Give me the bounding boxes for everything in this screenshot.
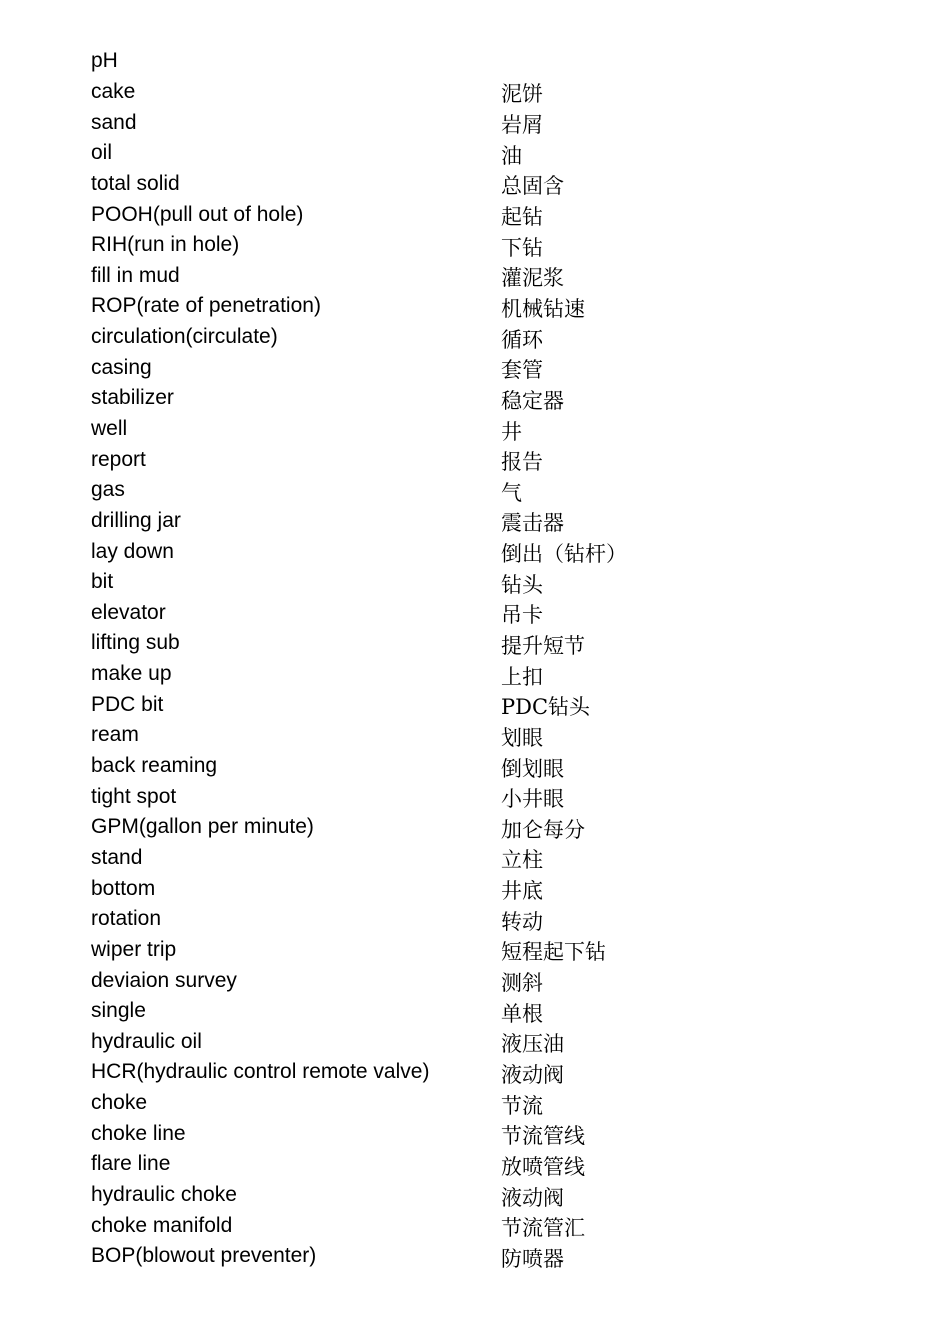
chinese-term: 气 [501,480,522,505]
glossary-row [91,260,891,291]
glossary-row [91,996,891,1027]
chinese-term: 报告 [501,450,543,475]
english-term: drilling jar [91,508,181,532]
glossary-row [91,935,891,966]
english-term: stabilizer [91,386,174,410]
chinese-term: 循环 [501,327,543,352]
english-term: elevator [91,600,166,624]
chinese-term: 倒划眼 [501,756,564,781]
glossary-row [91,414,891,445]
glossary-row [91,138,891,169]
glossary-row [91,689,891,720]
chinese-term: 节流管汇 [501,1216,585,1241]
english-term: back reaming [91,754,218,778]
english-term: report [91,447,146,471]
glossary-row [91,751,891,782]
english-term: wiper trip [91,937,177,961]
glossary-row [91,598,891,629]
glossary-row [91,1057,891,1088]
chinese-term: 吊卡 [501,603,543,628]
english-term: casing [91,355,152,379]
glossary-row [91,1241,891,1272]
glossary-row [91,77,891,108]
english-term: RIH(run in hole) [91,233,240,257]
chinese-term: PDC钻头 [501,695,591,720]
english-term: ream [91,723,139,747]
chinese-term: 立柱 [501,848,543,873]
english-term: total solid [91,171,180,195]
chinese-term: 节流 [501,1093,543,1118]
glossary-row [91,904,891,935]
chinese-term: 倒出（钻杆） [501,542,627,567]
english-term: pH [91,49,118,73]
glossary-row [91,475,891,506]
glossary-row [91,107,891,138]
english-term: deviaion survey [91,968,237,992]
glossary-row [91,46,891,77]
english-term: gas [91,478,125,502]
chinese-term: 液动阀 [501,1185,564,1210]
chinese-term: 提升短节 [501,634,585,658]
english-term: POOH(pull out of hole) [91,202,304,226]
english-term: choke line [91,1121,186,1145]
chinese-term: 套管 [501,358,543,383]
english-term: single [91,999,146,1023]
english-term: cake [91,79,136,103]
glossary-row [91,1149,891,1180]
glossary-row [91,536,891,567]
glossary-row [91,230,891,261]
english-term: BOP(blowout preventer) [91,1244,317,1268]
english-term: hydraulic oil [91,1029,202,1053]
chinese-term: 放喷管线 [501,1154,585,1179]
chinese-term: 机械钻速 [501,296,585,321]
english-term: circulation(circulate) [91,325,278,349]
english-term: stand [91,845,143,869]
english-term: hydraulic choke [91,1183,237,1207]
chinese-term: 防喷器 [501,1246,564,1271]
glossary-row [91,169,891,200]
glossary-row [91,567,891,598]
chinese-term: 节流管线 [501,1124,585,1149]
english-term: well [91,417,128,440]
english-term: oil [91,141,113,165]
glossary-row [91,720,891,751]
english-term: make up [91,662,172,686]
english-term: HCR(hydraulic control remote valve) [91,1060,430,1084]
chinese-term: 总固含 [501,174,564,199]
chinese-term: 划眼 [501,725,543,750]
chinese-term: 测斜 [501,971,543,996]
glossary-table [91,46,891,1272]
english-term: GPM(gallon per minute) [91,815,314,839]
glossary-row [91,1027,891,1058]
glossary-row [91,873,891,904]
chinese-term: 液压油 [501,1032,564,1057]
english-term: bit [91,570,114,594]
english-term: PDC bit [91,692,164,716]
chinese-term: 上扣 [501,664,543,689]
chinese-term: 灌泥浆 [501,266,564,291]
chinese-term: 加仑每分 [501,817,585,842]
english-term: bottom [91,876,156,900]
chinese-term: 稳定器 [501,388,564,413]
english-term: rotation [91,907,162,931]
chinese-term: 起钻 [501,205,543,230]
glossary-row [91,1088,891,1119]
glossary-row [91,781,891,812]
english-term: choke manifold [91,1213,233,1237]
chinese-term: 小井眼 [501,787,564,812]
chinese-term: 下钻 [501,235,543,260]
chinese-term: 油 [501,143,522,168]
glossary-row [91,506,891,537]
glossary-row [91,444,891,475]
glossary-row [91,1180,891,1211]
chinese-term: 泥饼 [501,82,543,107]
glossary-row [91,1118,891,1149]
chinese-term: 液动阀 [501,1062,564,1087]
chinese-term: 井底 [501,879,543,904]
chinese-term: 短程起下钻 [501,940,606,965]
english-term: sand [91,110,137,134]
glossary-row [91,199,891,230]
english-term: ROP(rate of penetration) [91,294,321,318]
chinese-term: 井 [501,419,522,444]
glossary-row [91,812,891,843]
glossary-row [91,965,891,996]
glossary-row [91,659,891,690]
glossary-row [91,291,891,322]
chinese-term: 震击器 [501,511,564,536]
english-term: lay down [91,539,174,563]
chinese-term: 钻头 [501,572,543,597]
glossary-row [91,843,891,874]
chinese-term: 转动 [501,909,543,934]
english-term: fill in mud [91,263,180,287]
english-term: choke [91,1091,148,1115]
glossary-row [91,383,891,414]
english-term: lifting sub [91,631,180,655]
chinese-term: 岩屑 [501,113,543,138]
glossary-row [91,322,891,353]
glossary-row [91,628,891,659]
glossary-row [91,1210,891,1241]
chinese-term: 单根 [501,1001,543,1026]
english-term: tight spot [91,784,177,808]
glossary-row [91,352,891,383]
english-term: flare line [91,1152,171,1176]
